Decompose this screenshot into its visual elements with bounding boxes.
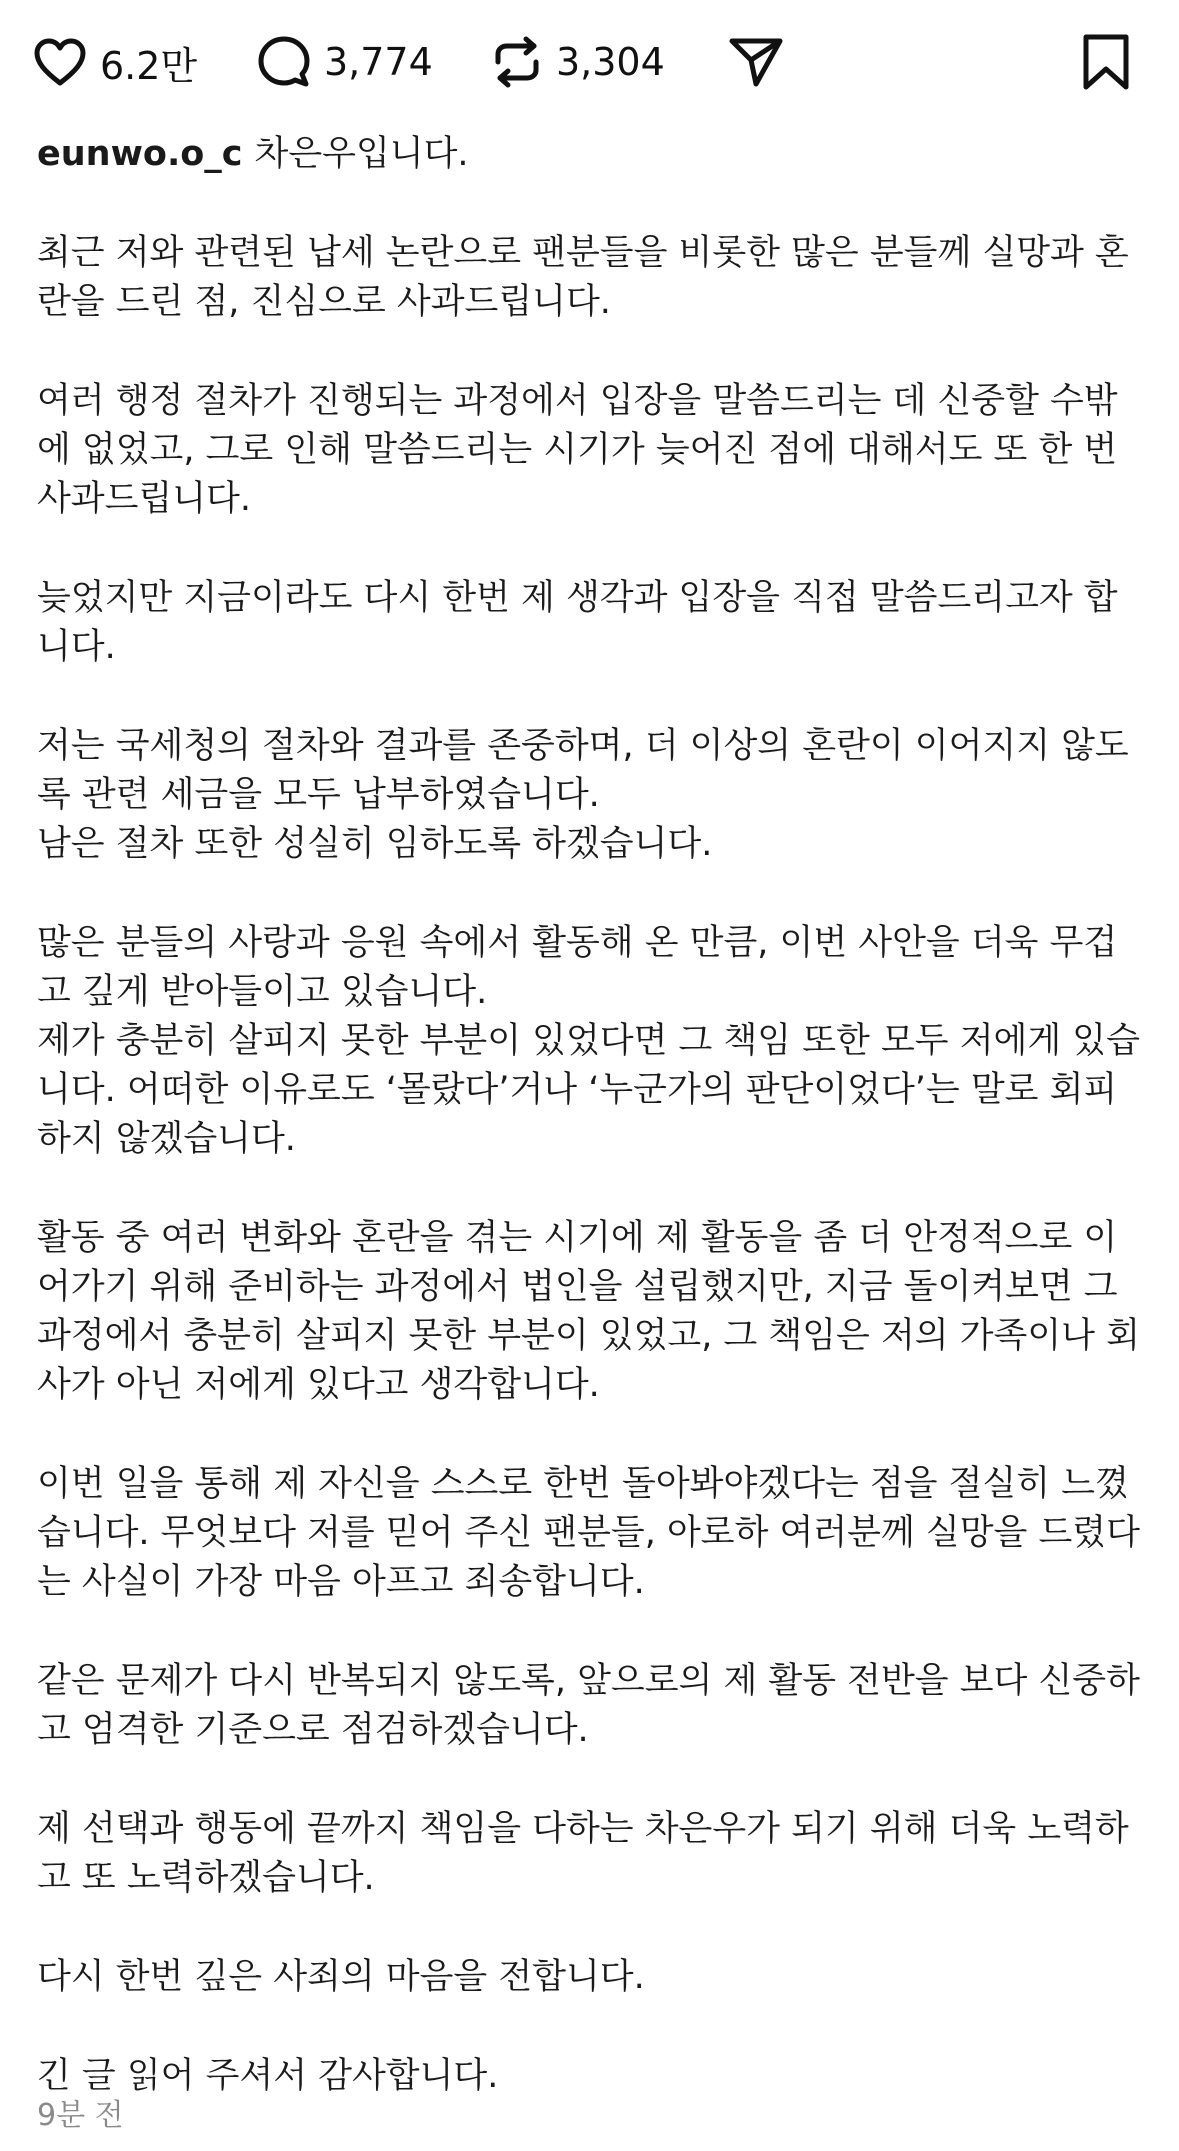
caption-paragraph xyxy=(37,1214,1152,1410)
caption-line: 과정에서 충분히 살피지 못한 부분이 있었고, 그 책임은 저의 가족이나 회 xyxy=(37,1316,1140,1356)
caption-paragraph xyxy=(37,229,1152,327)
repost-icon xyxy=(492,36,542,88)
caption-intro: 차은우입니다. xyxy=(254,134,469,174)
like-count: 6.2만 xyxy=(100,43,198,88)
caption-paragraph xyxy=(37,377,1152,524)
caption-line: 남은 절차 또한 성실히 임하도록 하겠습니다. xyxy=(37,824,713,864)
caption-line: 니다. xyxy=(37,627,116,667)
comment-count: 3,774 xyxy=(324,40,433,84)
share-button[interactable] xyxy=(728,24,784,100)
caption-line: 고 또 노력하겠습니다. xyxy=(37,1858,375,1898)
caption-line: 최근 저와 관련된 납세 논란으로 팬분들을 비롯한 많은 분들께 실망과 혼 xyxy=(37,233,1129,273)
caption-paragraph xyxy=(37,1953,1152,2002)
caption-line: 다시 한번 깊은 사죄의 마음을 전합니다. xyxy=(37,1957,645,1997)
post-caption xyxy=(37,130,1152,2151)
caption-line: 어가기 위해 준비하는 과정에서 법인을 설립했지만, 지금 돌이켜보면 그 xyxy=(37,1267,1118,1307)
caption-line: 저는 국세청의 절차와 결과를 존중하며, 더 이상의 혼란이 이어지지 않도 xyxy=(37,726,1129,766)
post-action-bar xyxy=(0,0,1179,125)
caption-line: 늦었지만 지금이라도 다시 한번 제 생각과 입장을 직접 말씀드리고자 합 xyxy=(37,578,1118,618)
caption-line: 록 관련 세금을 모두 납부하였습니다. xyxy=(37,775,600,815)
repost-button[interactable] xyxy=(492,24,665,100)
caption-line: 니다. 어떠한 이유로도 ‘몰랐다’거나 ‘누군가의 판단이었다’는 말로 회피 xyxy=(37,1070,1118,1110)
like-button[interactable] xyxy=(34,24,197,100)
caption-line: 이번 일을 통해 제 자신을 스스로 한번 돌아봐야겠다는 점을 절실히 느꼈 xyxy=(37,1464,1129,1504)
save-button[interactable] xyxy=(1082,24,1130,100)
username-link[interactable]: eunwo.o_c xyxy=(37,134,243,174)
caption-paragraph xyxy=(37,2052,1152,2101)
caption-paragraph xyxy=(37,1805,1152,1903)
caption-line: 같은 문제가 다시 반복되지 않도록, 앞으로의 제 활동 전반을 보다 신중하 xyxy=(37,1661,1140,1701)
caption-line: 긴 글 읽어 주셔서 감사합니다. xyxy=(37,2056,499,2096)
repost-count: 3,304 xyxy=(556,40,665,84)
caption-paragraph xyxy=(37,722,1152,869)
caption-paragraph xyxy=(37,919,1152,1164)
caption-line: 는 사실이 가장 마음 아프고 죄송합니다. xyxy=(37,1562,645,1602)
caption-paragraph xyxy=(37,1460,1152,1607)
caption-line: 여러 행정 절차가 진행되는 과정에서 입장을 말씀드리는 데 신중할 수밖 xyxy=(37,381,1118,421)
caption-line: 제가 충분히 살피지 못한 부분이 있었다면 그 책임 또한 모두 저에게 있습 xyxy=(37,1021,1140,1061)
bookmark-icon xyxy=(1082,33,1130,91)
caption-header xyxy=(37,130,1152,179)
caption-paragraph xyxy=(37,574,1152,672)
send-icon xyxy=(728,36,784,88)
caption-line: 란을 드린 점, 진심으로 사과드립니다. xyxy=(37,282,611,322)
caption-paragraph xyxy=(37,1657,1152,1755)
caption-line: 에 없었고, 그로 인해 말씀드리는 시기가 늦어진 점에 대해서도 또 한 번 xyxy=(37,430,1118,470)
caption-line: 하지 않겠습니다. xyxy=(37,1119,296,1159)
caption-line: 사가 아닌 저에게 있다고 생각합니다. xyxy=(37,1365,600,1405)
caption-line: 고 깊게 받아들이고 있습니다. xyxy=(37,972,488,1012)
comment-bubble-icon xyxy=(258,36,310,88)
caption-line: 많은 분들의 사랑과 응원 속에서 활동해 온 만큼, 이번 사안을 더욱 무겁 xyxy=(37,923,1118,963)
comment-button[interactable] xyxy=(258,24,433,100)
caption-line: 사과드립니다. xyxy=(37,479,251,519)
caption-line: 활동 중 여러 변화와 혼란을 겪는 시기에 제 활동을 좀 더 안정적으로 이 xyxy=(37,1218,1118,1258)
caption-line: 제 선택과 행동에 끝까지 책임을 다하는 차은우가 되기 위해 더욱 노력하 xyxy=(37,1809,1129,1849)
post-timestamp: 9분 전 xyxy=(37,2098,124,2133)
caption-line: 고 엄격한 기준으로 점검하겠습니다. xyxy=(37,1710,589,1750)
heart-icon xyxy=(34,38,86,86)
caption-body xyxy=(37,229,1152,2101)
caption-line: 습니다. 무엇보다 저를 믿어 주신 팬분들, 아로하 여러분께 실망을 드렸다 xyxy=(37,1513,1140,1553)
